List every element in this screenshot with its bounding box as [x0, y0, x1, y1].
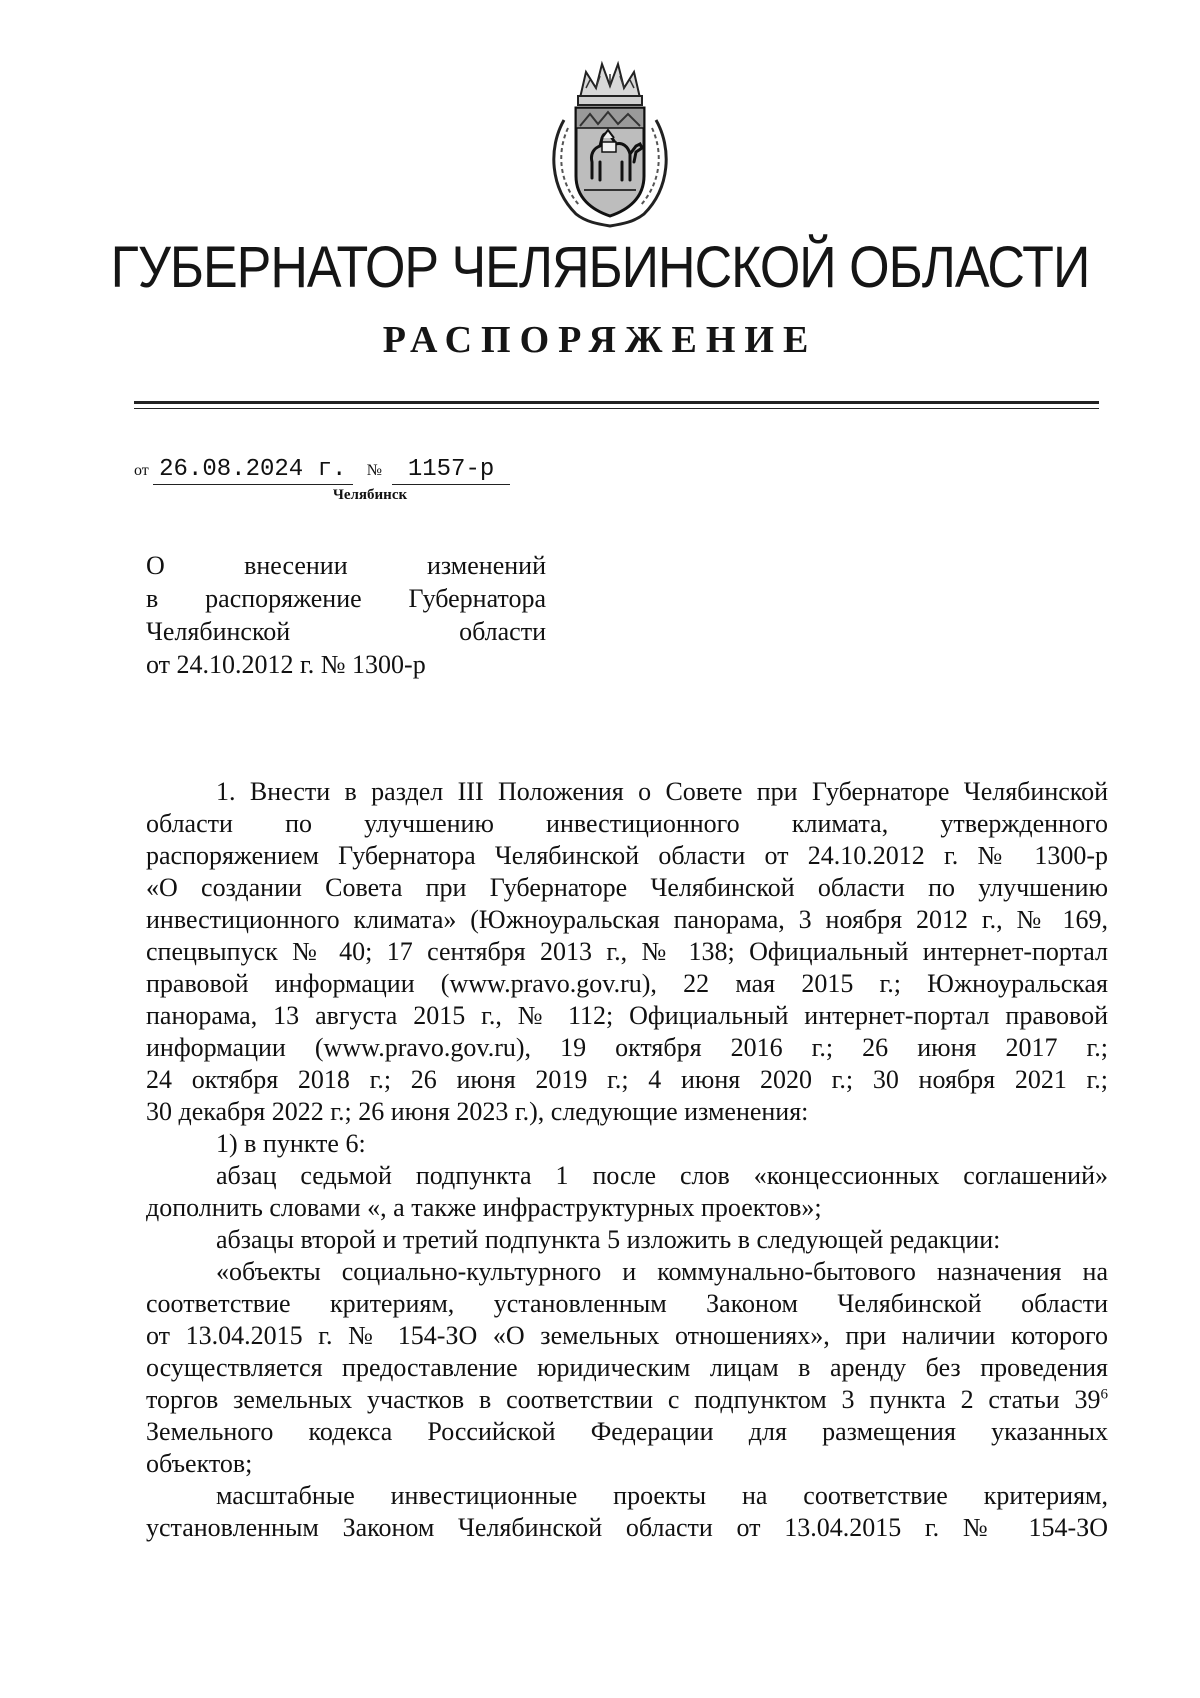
body-line: спецвыпуск № 40; 17 сентября 2013 г., № 138; Официальный интернет-портал: [146, 937, 1108, 966]
document-body: [146, 776, 1108, 1544]
date-prefix: от: [134, 462, 149, 479]
body-line: информации (www.pravo.gov.ru), 19 октября 2016 г.; 26 июня 2017 г.;: [146, 1033, 1108, 1062]
document-type-title: РАСПОРЯЖЕНИЕ: [382, 319, 818, 361]
body-line: от 13.04.2015 г. № 154-ЗО «О земельных отношениях», при наличии которого: [146, 1321, 1108, 1350]
body-line: соответствие критериям, установленным Законом Челябинской области: [146, 1289, 1108, 1318]
body-line: Земельного кодекса Российской Федерации для размещения указанных: [146, 1417, 1108, 1446]
issuing-authority-title: ГУБЕРНАТОР ЧЕЛЯБИНСКОЙ ОБЛАСТИ: [110, 235, 1090, 301]
body-line: масштабные инвестиционные проекты на соответствие критериям,: [216, 1481, 1108, 1510]
issue-city: Челябинск: [332, 487, 408, 503]
body-line: 1) в пункте 6:: [216, 1129, 366, 1158]
body-line: установленным Законом Челябинской области от 13.04.2015 г. № 154-ЗО: [146, 1513, 1108, 1542]
document-date: 26.08.2024 г.: [153, 456, 353, 485]
body-line: правовой информации (www.pravo.gov.ru), 22 мая 2015 г.; Южноуральская: [146, 969, 1108, 998]
body-line: области по улучшению инвестиционного климата, утвержденного: [146, 809, 1108, 838]
body-line: инвестиционного климата» (Южноуральская панорама, 3 ноября 2012 г., № 169,: [146, 905, 1108, 934]
body-line: объектов;: [146, 1449, 253, 1478]
header-rule-thick: [134, 401, 1099, 404]
body-line: осуществляется предоставление юридическим лицам в аренду без проведения: [146, 1353, 1108, 1382]
document-details: [134, 456, 510, 486]
subject-line: в распоряжение Губернатора: [146, 584, 546, 613]
body-line: «объекты социально-культурного и коммунально-бытового назначения на: [216, 1257, 1108, 1286]
article-superscript: 6: [1100, 1386, 1108, 1403]
body-line: абзац седьмой подпункта 1 после слов «концессионных соглашений»: [216, 1161, 1108, 1190]
body-line-text: торгов земельных участков в соответствии с подпунктом 3 пункта 2 статьи 39: [146, 1385, 1101, 1414]
body-line: 24 октября 2018 г.; 26 июня 2019 г.; 4 июня 2020 г.; 30 ноября 2021 г.;: [146, 1065, 1108, 1094]
body-line: распоряжением Губернатора Челябинской области от 24.10.2012 г. № 1300-р: [146, 841, 1108, 870]
subject-line: Челябинской области: [146, 617, 546, 646]
chelyabinsk-coat-of-arms-icon: [546, 58, 674, 228]
subject-line: О внесении изменений: [146, 551, 546, 580]
document-subject: [146, 549, 546, 681]
subject-line: от 24.10.2012 г. № 1300-р: [146, 650, 426, 679]
body-line: 1. Внести в раздел III Положения о Совете при Губернаторе Челябинской: [216, 777, 1108, 806]
number-prefix: №: [366, 462, 383, 479]
body-line: дополнить словами «, а также инфраструктурных проектов»;: [146, 1193, 822, 1222]
body-line: «О создании Совета при Губернаторе Челябинской области по улучшению: [146, 873, 1108, 902]
body-line-with-superscript: [146, 1384, 1108, 1416]
body-line: абзацы второй и третий подпункта 5 изложить в следующей редакции:: [216, 1225, 1001, 1254]
document-number: 1157-р: [392, 456, 510, 485]
body-line: 30 декабря 2022 г.; 26 июня 2023 г.), следующие изменения:: [146, 1097, 809, 1126]
body-line: панорама, 13 августа 2015 г., № 112; Официальный интернет-портал правовой: [146, 1001, 1108, 1030]
header-rule-thin: [134, 408, 1099, 409]
